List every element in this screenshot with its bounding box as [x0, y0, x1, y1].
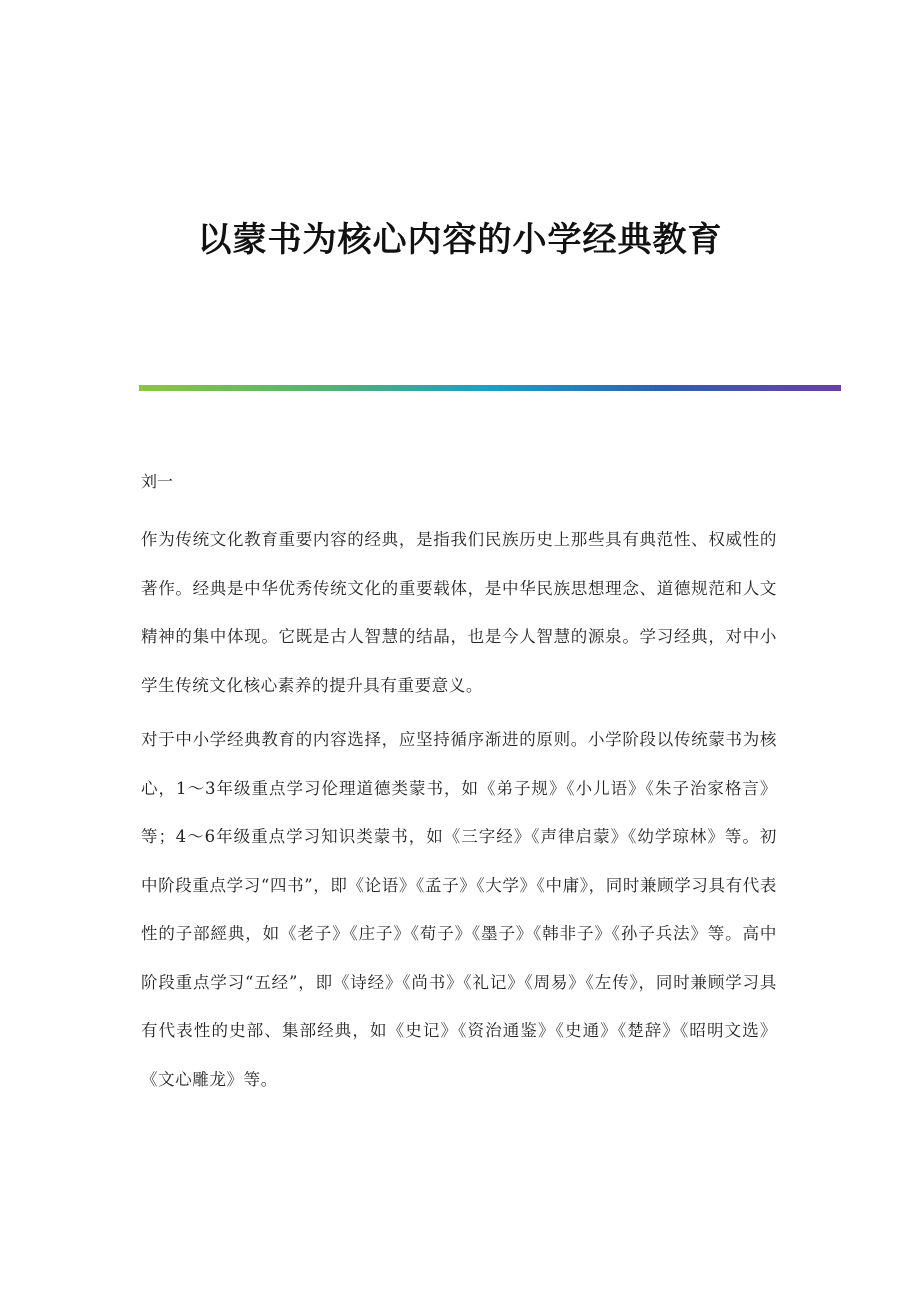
author-name: 刘一 [141, 472, 174, 491]
document-title: 以蒙书为核心内容的小学经典教育 [197, 220, 723, 260]
title-divider-bar [139, 385, 841, 391]
paragraph-1: 作为传统文化教育重要内容的经典，是指我们民族历史上那些具有典范性、权威性的著作。经典是中华优秀传统文化的重要载体，是中华民族思想理念、道德规范和人文精神的集中体现。它既是古人智慧的结晶，也是今人智慧的源泉。学习经典，对中小学生传统文化核心素养的提升具有重要意义。 [141, 530, 777, 695]
paragraph-2: 对于中小学经典教育的内容选择，应坚持循序渐进的原则。小学阶段以传统蒙书为核心，1～3年级重点学习伦理道德类蒙书，如《弟子规》《小儿语》《朱子治家格言》等；4～6年级重点学习知识类蒙书，如《三字经》《声律启蒙》《幼学琼林》等。初中阶段重点学习“四书”，即《论语》《孟子》《大学》《中庸》，同时兼顾学习具有代表性的子部經典，如《老子》《庄子》《荀子》《墨子》《韩非子》《孙子兵法》等。高中阶段重点学习“五经”，即《诗经》《尚书》《礼记》《周易》《左传》，同时兼顾学习具有代表性的史部、集部经典，如《史记》《资治通鉴》《史通》《楚辞》《昭明文选》《文心雕龙》等。 [141, 730, 777, 1089]
